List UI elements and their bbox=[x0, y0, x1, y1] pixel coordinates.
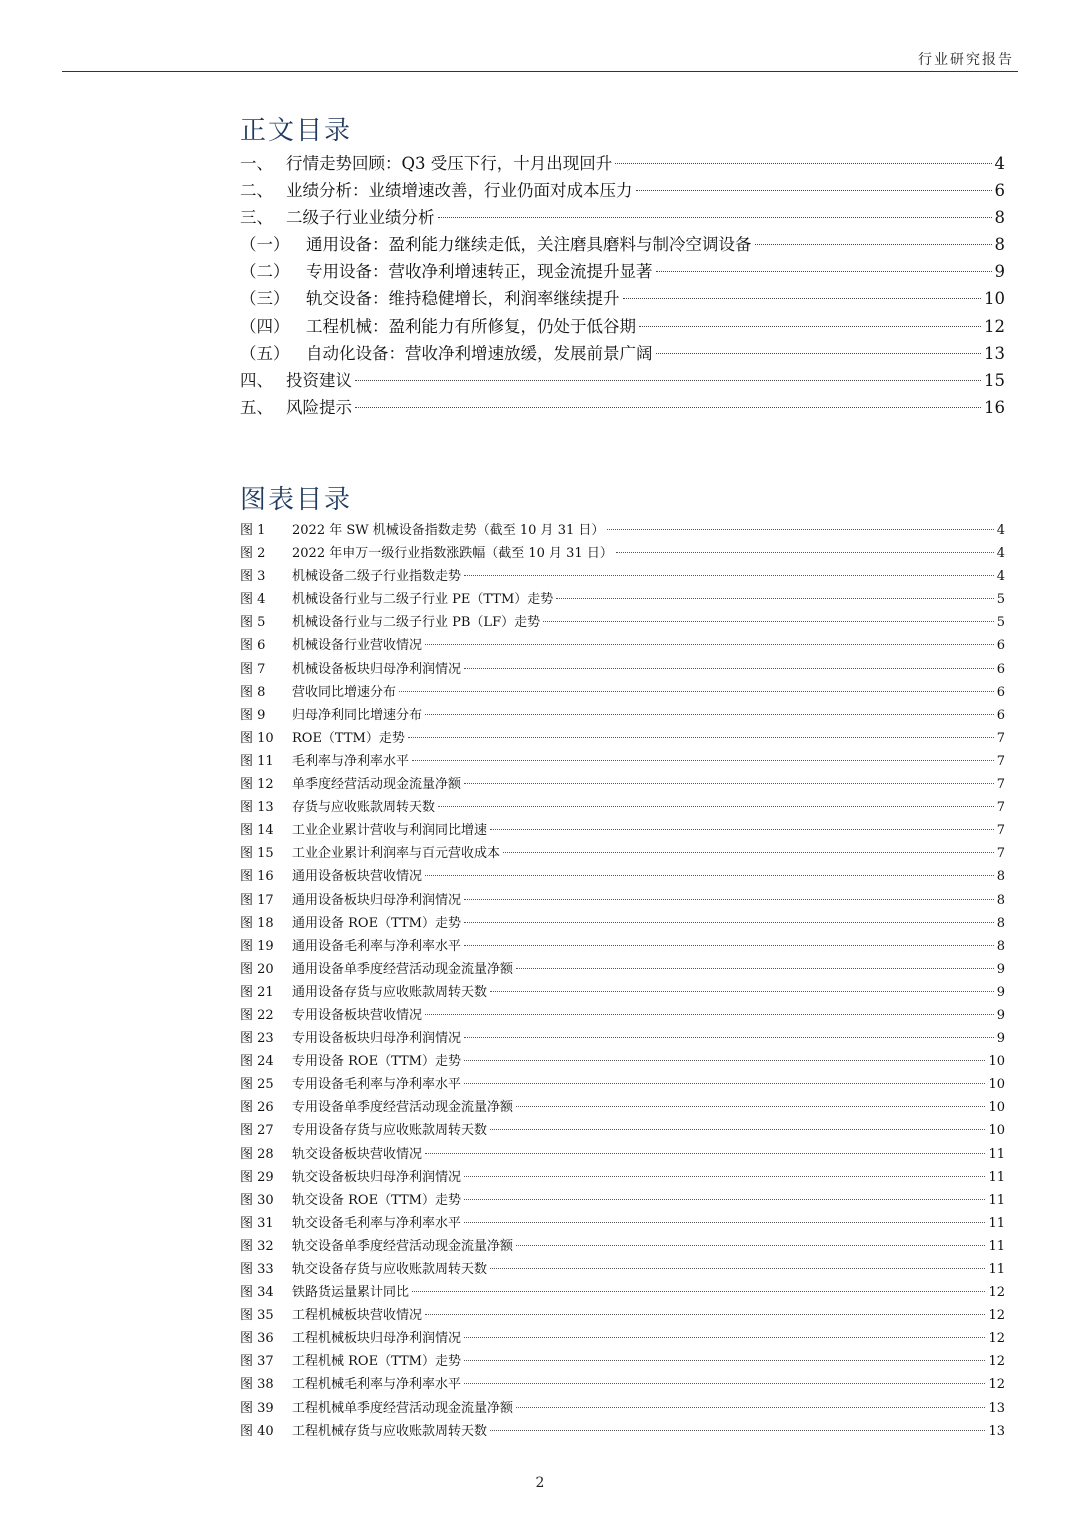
figure-number: 图 17 bbox=[240, 892, 274, 908]
figure-title: 工业企业累计营收与利润同比增速 bbox=[292, 823, 488, 839]
toc-entry-title: 行情走势回顾：Q3 受压下行，十月出现回升 bbox=[286, 154, 613, 173]
figure-index-entry[interactable] bbox=[240, 1073, 1005, 1096]
figure-number: 图 13 bbox=[240, 800, 274, 816]
figure-number: 图 25 bbox=[240, 1077, 274, 1093]
toc-entry-title: 自动化设备：营收净利增速放缓，发展前景广阔 bbox=[306, 343, 653, 363]
dotted-leader bbox=[464, 1360, 985, 1361]
figure-index-entry[interactable] bbox=[240, 750, 1005, 773]
report-type-header: 行业研究报告 bbox=[918, 52, 1014, 68]
figure-title: 毛利率与净利率水平 bbox=[292, 753, 410, 769]
dotted-leader bbox=[408, 737, 994, 738]
toc-entry-page: 16 bbox=[984, 397, 1005, 417]
figure-page: 6 bbox=[996, 684, 1005, 700]
figure-page: 8 bbox=[996, 938, 1005, 954]
figure-index-entry[interactable] bbox=[240, 1327, 1005, 1350]
dotted-leader bbox=[425, 1314, 985, 1315]
figure-index-entry[interactable] bbox=[240, 1166, 1005, 1189]
toc-entry-title: 轨交设备：维持稳健增长，利润率继续提升 bbox=[306, 289, 620, 309]
figure-index-entry[interactable] bbox=[240, 588, 1005, 611]
figure-title: 营收同比增速分布 bbox=[292, 684, 397, 700]
figure-page: 11 bbox=[988, 1146, 1005, 1162]
toc-entry-page: 13 bbox=[984, 343, 1005, 363]
figure-number: 图 7 bbox=[240, 661, 266, 677]
figure-page: 4 bbox=[996, 523, 1005, 538]
toc-entry-number: （五） bbox=[240, 343, 290, 363]
dotted-leader bbox=[464, 1383, 985, 1384]
figure-index-heading: 图表目录 bbox=[240, 485, 353, 515]
figure-number: 图 33 bbox=[240, 1262, 274, 1277]
dotted-leader bbox=[438, 217, 992, 218]
dotted-leader bbox=[464, 1083, 985, 1084]
dotted-leader bbox=[464, 668, 994, 669]
figure-number: 图 21 bbox=[240, 984, 274, 1000]
figure-index-entry[interactable] bbox=[240, 1397, 1005, 1420]
figure-index-entry[interactable] bbox=[240, 634, 1005, 657]
figure-index-entry[interactable] bbox=[240, 519, 1005, 542]
figure-page: 5 bbox=[996, 592, 1005, 608]
figure-page: 7 bbox=[996, 823, 1005, 839]
toc-entry-number: 三、 bbox=[240, 208, 273, 228]
figure-page: 7 bbox=[996, 846, 1005, 862]
figure-page: 8 bbox=[996, 892, 1005, 908]
toc-heading: 正文目录 bbox=[240, 116, 353, 146]
figure-index-entry[interactable] bbox=[240, 1119, 1005, 1142]
figure-title: 铁路货运量累计同比 bbox=[292, 1285, 410, 1301]
figure-number: 图 36 bbox=[240, 1331, 274, 1347]
toc-entry-label bbox=[240, 340, 653, 367]
figure-number: 图 3 bbox=[240, 569, 266, 585]
figure-page: 10 bbox=[988, 1054, 1005, 1070]
toc-entry[interactable] bbox=[240, 204, 1005, 231]
figure-page: 4 bbox=[996, 569, 1005, 585]
dotted-leader bbox=[464, 575, 994, 576]
figure-index-entry[interactable] bbox=[240, 727, 1005, 750]
figure-page: 6 bbox=[996, 707, 1005, 723]
toc-entry-title: 业绩分析：业绩增速改善，行业仍面对成本压力 bbox=[286, 181, 633, 201]
dotted-leader bbox=[425, 1014, 994, 1015]
figure-title: 专用设备 ROE（TTM）走势 bbox=[292, 1054, 461, 1070]
figure-title: 存货与应收账款周转天数 bbox=[292, 800, 436, 816]
dotted-leader bbox=[464, 1037, 994, 1038]
figure-index-entry[interactable] bbox=[240, 681, 1005, 704]
figure-title: 机械设备板块归母净利润情况 bbox=[292, 661, 462, 677]
figure-index-entry[interactable] bbox=[240, 658, 1005, 681]
figure-title: 工程机械 ROE（TTM）走势 bbox=[292, 1354, 461, 1370]
dotted-leader bbox=[412, 760, 994, 761]
toc-entry-title: 投资建议 bbox=[286, 370, 352, 390]
dotted-leader bbox=[556, 598, 993, 599]
figure-page: 13 bbox=[988, 1423, 1005, 1439]
figure-title: 通用设备单季度经营活动现金流量净额 bbox=[292, 961, 514, 977]
dotted-leader bbox=[516, 968, 994, 969]
toc-entry[interactable] bbox=[240, 231, 1005, 258]
figure-title: 2022 年申万一级行业指数涨跌幅（截至 10 月 31 日） bbox=[292, 546, 613, 562]
figure-title: 轨交设备存货与应收账款周转天数 bbox=[292, 1262, 488, 1277]
figure-page: 11 bbox=[988, 1192, 1005, 1208]
figure-page: 7 bbox=[996, 753, 1005, 769]
dotted-leader bbox=[656, 271, 992, 272]
dotted-leader bbox=[355, 407, 981, 408]
figure-index-entry[interactable] bbox=[240, 842, 1005, 865]
figure-number: 图 20 bbox=[240, 961, 274, 977]
figure-number: 图 11 bbox=[240, 753, 274, 769]
figure-page: 11 bbox=[988, 1262, 1005, 1277]
figure-number: 图 5 bbox=[240, 615, 266, 631]
figure-page: 12 bbox=[988, 1285, 1005, 1301]
figure-index-entry[interactable] bbox=[240, 565, 1005, 588]
figure-index-entry[interactable] bbox=[240, 1350, 1005, 1373]
dotted-leader bbox=[543, 621, 994, 622]
toc-list bbox=[240, 150, 1005, 421]
toc-entry-page: 8 bbox=[994, 235, 1005, 255]
toc-entry-label bbox=[240, 367, 352, 394]
toc-entry-title: 二级子行业业绩分析 bbox=[286, 208, 435, 228]
figure-number: 图 2 bbox=[240, 546, 266, 562]
toc-entry-label bbox=[240, 150, 612, 177]
toc-entry-label bbox=[240, 285, 620, 312]
dotted-leader bbox=[464, 945, 994, 946]
toc-entry[interactable] bbox=[240, 285, 1005, 312]
dotted-leader bbox=[503, 852, 994, 853]
figure-index-entry[interactable] bbox=[240, 1050, 1005, 1073]
figure-index-entry[interactable] bbox=[240, 912, 1005, 935]
figure-page: 8 bbox=[996, 915, 1005, 931]
figure-number: 图 22 bbox=[240, 1007, 274, 1023]
figure-index-entry[interactable] bbox=[240, 981, 1005, 1004]
figure-title: 专用设备板块营收情况 bbox=[292, 1007, 423, 1023]
toc-entry-number: （四） bbox=[240, 316, 290, 336]
figure-page: 4 bbox=[996, 546, 1005, 562]
figure-page: 7 bbox=[996, 800, 1005, 816]
toc-entry-title: 风险提示 bbox=[286, 397, 352, 417]
toc-entry-label bbox=[240, 204, 435, 231]
figure-number: 图 38 bbox=[240, 1377, 274, 1393]
figure-index-entry[interactable] bbox=[240, 1027, 1005, 1050]
figure-index-entry[interactable] bbox=[240, 865, 1005, 888]
figure-index-entry[interactable] bbox=[240, 1004, 1005, 1027]
figure-title: 工程机械单季度经营活动现金流量净额 bbox=[292, 1400, 514, 1416]
figure-page: 12 bbox=[988, 1308, 1005, 1324]
figure-title: 机械设备二级子行业指数走势 bbox=[292, 569, 462, 585]
dotted-leader bbox=[464, 1199, 985, 1200]
dotted-leader bbox=[355, 380, 981, 381]
toc-entry-title: 通用设备：盈利能力继续走低，关注磨具磨料与制冷空调设备 bbox=[306, 235, 752, 255]
figure-index-entry[interactable] bbox=[240, 1143, 1005, 1166]
figure-number: 图 9 bbox=[240, 707, 266, 723]
page-number: 2 bbox=[535, 1475, 545, 1491]
figure-title: 通用设备板块营收情况 bbox=[292, 869, 423, 885]
figure-page: 12 bbox=[988, 1331, 1005, 1347]
figure-number: 图 32 bbox=[240, 1238, 274, 1254]
toc-entry[interactable] bbox=[240, 394, 1005, 421]
figure-title: 轨交设备单季度经营活动现金流量净额 bbox=[292, 1238, 514, 1254]
dotted-leader bbox=[490, 991, 994, 992]
dotted-leader bbox=[516, 1245, 985, 1246]
figure-number: 图 10 bbox=[240, 730, 274, 746]
figure-number: 图 34 bbox=[240, 1285, 274, 1301]
figure-index-list bbox=[240, 519, 1005, 1443]
figure-title: 通用设备存货与应收账款周转天数 bbox=[292, 984, 488, 1000]
figure-page: 6 bbox=[996, 638, 1005, 654]
dotted-leader bbox=[464, 899, 994, 900]
figure-index-entry[interactable] bbox=[240, 889, 1005, 912]
dotted-leader bbox=[438, 806, 994, 807]
figure-number: 图 16 bbox=[240, 869, 274, 885]
figure-number: 图 23 bbox=[240, 1031, 274, 1047]
figure-index-entry[interactable] bbox=[240, 611, 1005, 634]
figure-index-entry[interactable] bbox=[240, 958, 1005, 981]
figure-page: 9 bbox=[996, 1031, 1005, 1047]
figure-page: 9 bbox=[996, 961, 1005, 977]
figure-page: 7 bbox=[996, 730, 1005, 746]
figure-index-entry[interactable] bbox=[240, 1258, 1005, 1281]
figure-number: 图 6 bbox=[240, 638, 266, 654]
figure-title: 轨交设备板块归母净利润情况 bbox=[292, 1169, 462, 1185]
toc-entry-number: （一） bbox=[240, 235, 290, 255]
figure-page: 11 bbox=[988, 1169, 1005, 1185]
figure-index-entry[interactable] bbox=[240, 542, 1005, 565]
dotted-leader bbox=[464, 1060, 985, 1061]
figure-number: 图 4 bbox=[240, 592, 266, 608]
figure-title: 轨交设备毛利率与净利率水平 bbox=[292, 1215, 462, 1231]
figure-title: 2022 年 SW 机械设备指数走势（截至 10 月 31 日） bbox=[292, 523, 605, 538]
dotted-leader bbox=[425, 644, 994, 645]
toc-entry-label bbox=[240, 313, 636, 340]
figure-number: 图 35 bbox=[240, 1308, 274, 1324]
toc-entry-page: 10 bbox=[984, 289, 1005, 309]
figure-title: 机械设备行业营收情况 bbox=[292, 638, 423, 654]
figure-index-entry[interactable] bbox=[240, 1304, 1005, 1327]
dotted-leader bbox=[464, 1176, 985, 1177]
figure-title: ROE（TTM）走势 bbox=[292, 730, 405, 746]
dotted-leader bbox=[490, 1129, 985, 1130]
toc-entry-number: （三） bbox=[240, 289, 290, 309]
toc-entry-number: 一、 bbox=[240, 154, 273, 173]
figure-number: 图 37 bbox=[240, 1354, 274, 1370]
dotted-leader bbox=[639, 326, 981, 327]
dotted-leader bbox=[464, 783, 994, 784]
figure-index-entry[interactable] bbox=[240, 796, 1005, 819]
figure-number: 图 1 bbox=[240, 523, 266, 538]
dotted-leader bbox=[490, 1268, 985, 1269]
figure-title: 专用设备存货与应收账款周转天数 bbox=[292, 1123, 488, 1139]
toc-entry-label bbox=[240, 177, 633, 204]
dotted-leader bbox=[607, 529, 993, 530]
figure-number: 图 31 bbox=[240, 1215, 274, 1231]
toc-entry-label bbox=[240, 231, 752, 258]
figure-index-entry[interactable] bbox=[240, 1420, 1005, 1443]
dotted-leader bbox=[656, 353, 982, 354]
figure-title: 通用设备 ROE（TTM）走势 bbox=[292, 915, 461, 931]
figure-page: 10 bbox=[988, 1100, 1005, 1116]
figure-title: 轨交设备板块营收情况 bbox=[292, 1146, 423, 1162]
toc-entry-title: 专用设备：营收净利增速转正，现金流提升显著 bbox=[306, 262, 653, 282]
figure-title: 归母净利同比增速分布 bbox=[292, 707, 423, 723]
dotted-leader bbox=[516, 1407, 985, 1408]
figure-title: 工程机械毛利率与净利率水平 bbox=[292, 1377, 462, 1393]
figure-number: 图 24 bbox=[240, 1054, 274, 1070]
toc-entry-page: 12 bbox=[984, 316, 1005, 336]
figure-page: 12 bbox=[988, 1377, 1005, 1393]
figure-index-section bbox=[240, 482, 1005, 1443]
figure-index-entry[interactable] bbox=[240, 935, 1005, 958]
figure-number: 图 19 bbox=[240, 938, 274, 954]
dotted-leader bbox=[616, 552, 994, 553]
figure-index-entry[interactable] bbox=[240, 1212, 1005, 1235]
figure-page: 6 bbox=[996, 661, 1005, 677]
figure-number: 图 15 bbox=[240, 846, 274, 862]
dotted-leader bbox=[755, 244, 992, 245]
toc-entry-page: 15 bbox=[984, 370, 1005, 390]
toc-entry-number: 二、 bbox=[240, 181, 273, 201]
figure-title: 专用设备板块归母净利润情况 bbox=[292, 1031, 462, 1047]
figure-number: 图 27 bbox=[240, 1123, 274, 1139]
toc-entry-number: 四、 bbox=[240, 370, 273, 390]
figure-title: 工业企业累计利润率与百元营收成本 bbox=[292, 846, 501, 862]
figure-title: 工程机械板块归母净利润情况 bbox=[292, 1331, 462, 1347]
dotted-leader bbox=[464, 1337, 985, 1338]
figure-number: 图 30 bbox=[240, 1192, 274, 1208]
figure-title: 单季度经营活动现金流量净额 bbox=[292, 777, 462, 793]
figure-page: 9 bbox=[996, 1007, 1005, 1023]
figure-index-entry[interactable] bbox=[240, 1373, 1005, 1396]
toc-entry[interactable] bbox=[240, 367, 1005, 394]
figure-page: 8 bbox=[996, 869, 1005, 885]
dotted-leader bbox=[399, 691, 994, 692]
figure-index-entry[interactable] bbox=[240, 704, 1005, 727]
figure-page: 10 bbox=[988, 1123, 1005, 1139]
toc-entry-page: 8 bbox=[994, 208, 1005, 228]
toc-entry-number: 五、 bbox=[240, 397, 273, 417]
figure-title: 工程机械存货与应收账款周转天数 bbox=[292, 1423, 488, 1439]
toc-entry[interactable] bbox=[240, 313, 1005, 340]
figure-page: 11 bbox=[988, 1238, 1005, 1254]
figure-index-entry[interactable] bbox=[240, 1235, 1005, 1258]
figure-number: 图 39 bbox=[240, 1400, 274, 1416]
toc-entry[interactable] bbox=[240, 258, 1005, 285]
figure-number: 图 26 bbox=[240, 1100, 274, 1116]
dotted-leader bbox=[425, 714, 994, 715]
figure-page: 9 bbox=[996, 984, 1005, 1000]
figure-number: 图 14 bbox=[240, 823, 274, 839]
toc-entry-page: 9 bbox=[994, 262, 1005, 282]
figure-page: 7 bbox=[996, 777, 1005, 793]
figure-page: 13 bbox=[988, 1400, 1005, 1416]
figure-title: 机械设备行业与二级子行业 PB（LF）走势 bbox=[292, 615, 541, 631]
dotted-leader bbox=[464, 922, 994, 923]
figure-index-entry[interactable] bbox=[240, 1281, 1005, 1304]
figure-index-entry[interactable] bbox=[240, 1096, 1005, 1119]
toc-entry-label bbox=[240, 394, 352, 421]
figure-index-entry[interactable] bbox=[240, 819, 1005, 842]
figure-page: 5 bbox=[996, 615, 1005, 631]
dotted-leader bbox=[425, 875, 994, 876]
dotted-leader bbox=[412, 1291, 985, 1292]
figure-title: 专用设备单季度经营活动现金流量净额 bbox=[292, 1100, 514, 1116]
dotted-leader bbox=[516, 1106, 985, 1107]
figure-number: 图 8 bbox=[240, 684, 266, 700]
toc-entry-title: 工程机械：盈利能力有所修复，仍处于低谷期 bbox=[306, 316, 636, 336]
figure-number: 图 28 bbox=[240, 1146, 274, 1162]
figure-title: 通用设备毛利率与净利率水平 bbox=[292, 938, 462, 954]
dotted-leader bbox=[490, 829, 994, 830]
figure-title: 轨交设备 ROE（TTM）走势 bbox=[292, 1192, 461, 1208]
toc-section bbox=[240, 113, 1005, 421]
figure-page: 11 bbox=[988, 1215, 1005, 1231]
dotted-leader bbox=[636, 190, 992, 191]
dotted-leader bbox=[623, 298, 982, 299]
toc-entry-number: （二） bbox=[240, 262, 290, 282]
toc-entry-page: 6 bbox=[994, 181, 1005, 201]
figure-title: 工程机械板块营收情况 bbox=[292, 1308, 423, 1324]
figure-number: 图 18 bbox=[240, 915, 274, 931]
toc-entry[interactable] bbox=[240, 177, 1005, 204]
figure-number: 图 29 bbox=[240, 1169, 274, 1185]
figure-number: 图 40 bbox=[240, 1423, 274, 1439]
figure-index-entry[interactable] bbox=[240, 773, 1005, 796]
dotted-leader bbox=[425, 1153, 985, 1154]
header-divider bbox=[62, 71, 1018, 72]
toc-entry[interactable] bbox=[240, 340, 1005, 367]
figure-title: 通用设备板块归母净利润情况 bbox=[292, 892, 462, 908]
toc-entry-page: 4 bbox=[994, 154, 1005, 173]
dotted-leader bbox=[490, 1430, 985, 1431]
figure-page: 12 bbox=[988, 1354, 1005, 1370]
toc-entry[interactable] bbox=[240, 150, 1005, 177]
dotted-leader bbox=[464, 1222, 985, 1223]
figure-title: 专用设备毛利率与净利率水平 bbox=[292, 1077, 462, 1093]
figure-number: 图 12 bbox=[240, 777, 274, 793]
figure-page: 10 bbox=[988, 1077, 1005, 1093]
figure-title: 机械设备行业与二级子行业 PE（TTM）走势 bbox=[292, 592, 554, 608]
figure-index-entry[interactable] bbox=[240, 1189, 1005, 1212]
toc-entry-label bbox=[240, 258, 653, 285]
dotted-leader bbox=[615, 163, 991, 164]
